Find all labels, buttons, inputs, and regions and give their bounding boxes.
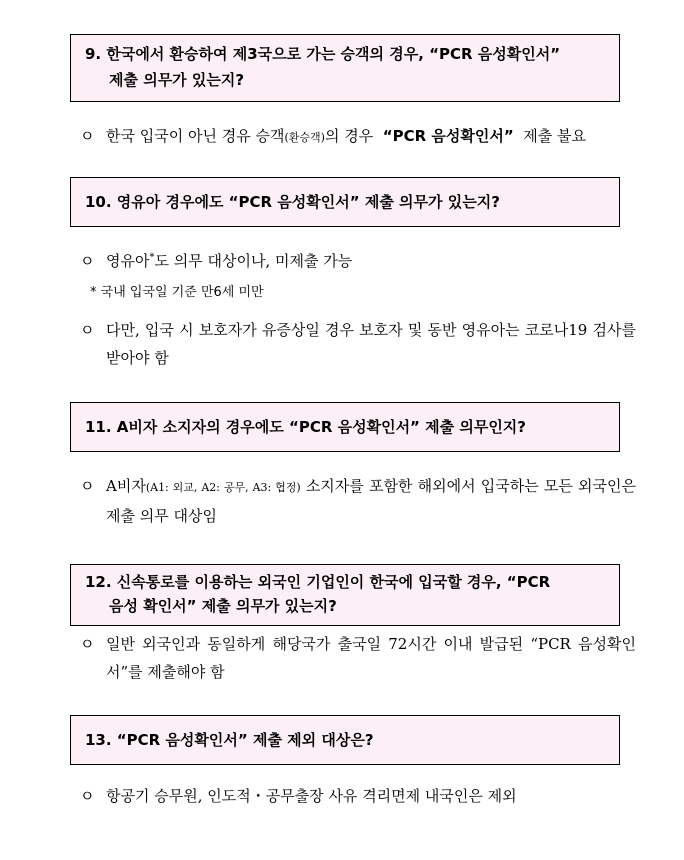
answer-11 <box>80 472 636 530</box>
answer-10a-post: 도 의무 대상이나, 미제출 가능 <box>154 252 353 270</box>
bullet-icon: ㅇ <box>80 635 95 653</box>
answer-9-post: 제출 불요 <box>523 127 586 145</box>
answer-10-a <box>80 247 636 275</box>
answer-11-post: 소지자를 포함한 해외에서 입국하는 모든 외국인은 제출 의무 대상임 <box>106 477 636 525</box>
answer-9-bold: “PCR 음성확인서” <box>382 127 514 145</box>
answer-11-paren: (A1: 외교, A2: 공무, A3: 협정) <box>145 481 301 494</box>
note-10-text: 국내 입국일 기준 만6세 미만 <box>100 285 264 300</box>
question-9-box <box>70 34 620 102</box>
answer-11-pre: A비자 <box>106 477 146 495</box>
question-12-line2: 음성 확인서” 제출 의무가 있는지? <box>109 597 337 615</box>
answer-12-text: 일반 외국인과 동일하게 해당국가 출국일 72시간 이내 발급된 “PCR 음성확인서”를 제출해야 함 <box>106 635 636 681</box>
note-10 <box>90 283 264 303</box>
bullet-icon: ㅇ <box>80 252 95 270</box>
answer-9-pre: 한국 입국이 아닌 경유 승객 <box>106 127 285 145</box>
bullet-icon: ㅇ <box>80 787 95 805</box>
answer-10a-pre: 영유아 <box>106 252 150 270</box>
question-10-box <box>70 177 620 227</box>
answer-9-paren: (환승객) <box>284 131 325 144</box>
question-9-line1: 9. 한국에서 환승하여 제3국으로 가는 승객의 경우, “PCR 음성확인서” <box>85 45 561 63</box>
answer-13-text: 항공기 승무원, 인도적・공무출장 사유 격리면제 내국인은 제외 <box>106 787 517 805</box>
question-10-line1: 10. 영유아 경우에도 “PCR 음성확인서” 제출 의무가 있는지? <box>85 193 500 211</box>
question-11-box <box>70 402 620 452</box>
note-icon: * <box>90 285 97 300</box>
answer-12 <box>80 630 636 686</box>
question-9-line2: 제출 의무가 있는지? <box>109 71 245 89</box>
question-12-box <box>70 564 620 626</box>
answer-13 <box>80 782 636 810</box>
question-13-line1: 13. “PCR 음성확인서” 제출 제외 대상은? <box>85 731 374 749</box>
question-13-box <box>70 715 620 765</box>
question-12-line1: 12. 신속통로를 이용하는 외국인 기업인이 한국에 입국할 경우, “PCR <box>85 573 551 591</box>
bullet-icon: ㅇ <box>80 477 95 495</box>
bullet-icon: ㅇ <box>80 127 95 145</box>
question-11-line1: 11. A비자 소지자의 경우에도 “PCR 음성확인서” 제출 의무인지? <box>85 418 526 436</box>
bullet-icon: ㅇ <box>80 321 95 339</box>
answer-10b-text: 다만, 입국 시 보호자가 유증상일 경우 보호자 및 동반 영유아는 코로나19 검사를 받아야 함 <box>106 321 636 367</box>
answer-10a-sup: * <box>149 252 155 263</box>
answer-9 <box>80 122 636 152</box>
answer-10-b <box>80 316 636 372</box>
answer-9-mid: 의 경우 <box>324 127 374 145</box>
